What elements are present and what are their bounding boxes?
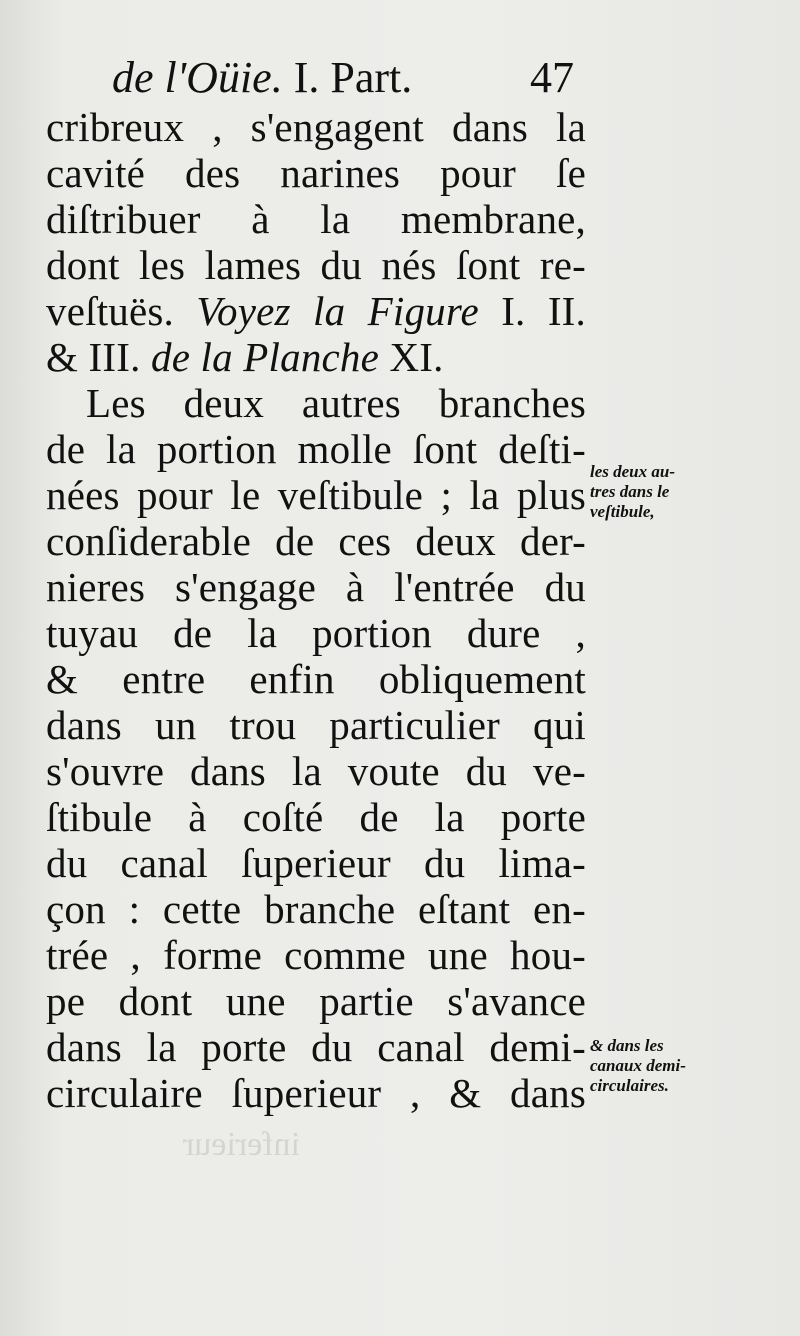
text-line: diſtribuer à la membrane, [46,196,586,242]
body-text [46,104,586,1116]
margin-note-line: canaux demi- [590,1056,686,1075]
margin-note-line: & dans les [590,1036,664,1055]
running-title [112,52,412,104]
page-number: 47 [530,53,574,102]
text-line: conſiderable de ces deux der- [46,518,586,564]
margin-note-line: veſtibule, [590,502,655,521]
text-line: dans la porte du canal demi- [46,1024,586,1070]
text-line: nieres s'engage à l'entrée du [46,564,586,610]
text-line: tuyau de la portion dure , [46,610,586,656]
text-line: circulaire ſuperieur , & dans [46,1070,586,1116]
running-title-roman: I. Part. [282,53,413,102]
running-header [112,52,582,104]
text-line: cribreux , s'engagent dans la [46,104,586,150]
text-line: dont les lames du nés ſont re- [46,242,586,288]
text-line: s'ouvre dans la voute du ve- [46,748,586,794]
margin-note-line: tres dans le [590,482,670,501]
figure-reference: Voyez la Figure [196,288,479,334]
text-line: & entre enfin obliquement [46,656,586,702]
margin-note-line: les deux au- [590,462,675,481]
running-title-italic: de l'Oüie. [112,53,283,102]
text-fragment: & III. [46,334,141,380]
text-line: nées pour le veſtibule ; la plus [46,472,586,518]
text-line: çon : cette branche eſtant en- [46,886,586,932]
margin-note-line: circulaires. [590,1076,669,1095]
plate-number: XI. [379,334,444,380]
text-line: de la portion molle ſont deſti- [46,426,586,472]
margin-note-vestibule [590,462,750,522]
margin-note-canaux [590,1036,750,1096]
bleed-through-text: inferieur [182,1126,300,1163]
text-line: ſtibule à coſté de la porte [46,794,586,840]
text-line: dans un trou particulier qui [46,702,586,748]
plate-reference: de la Planche [140,334,380,380]
text-line: trée , forme comme une hou- [46,932,586,978]
text-line: du canal ſuperieur du lima- [46,840,586,886]
paragraph-start: Les deux autres branches [86,380,586,426]
text-line-figure-ref [46,288,586,334]
text-line-plate-ref [46,334,586,380]
figure-numbers: I. II. [478,288,586,334]
text-line: pe dont une partie s'avance [46,978,586,1024]
text-line: cavité des narines pour ſe [46,150,586,196]
text-fragment: veſtuës. [46,288,174,334]
